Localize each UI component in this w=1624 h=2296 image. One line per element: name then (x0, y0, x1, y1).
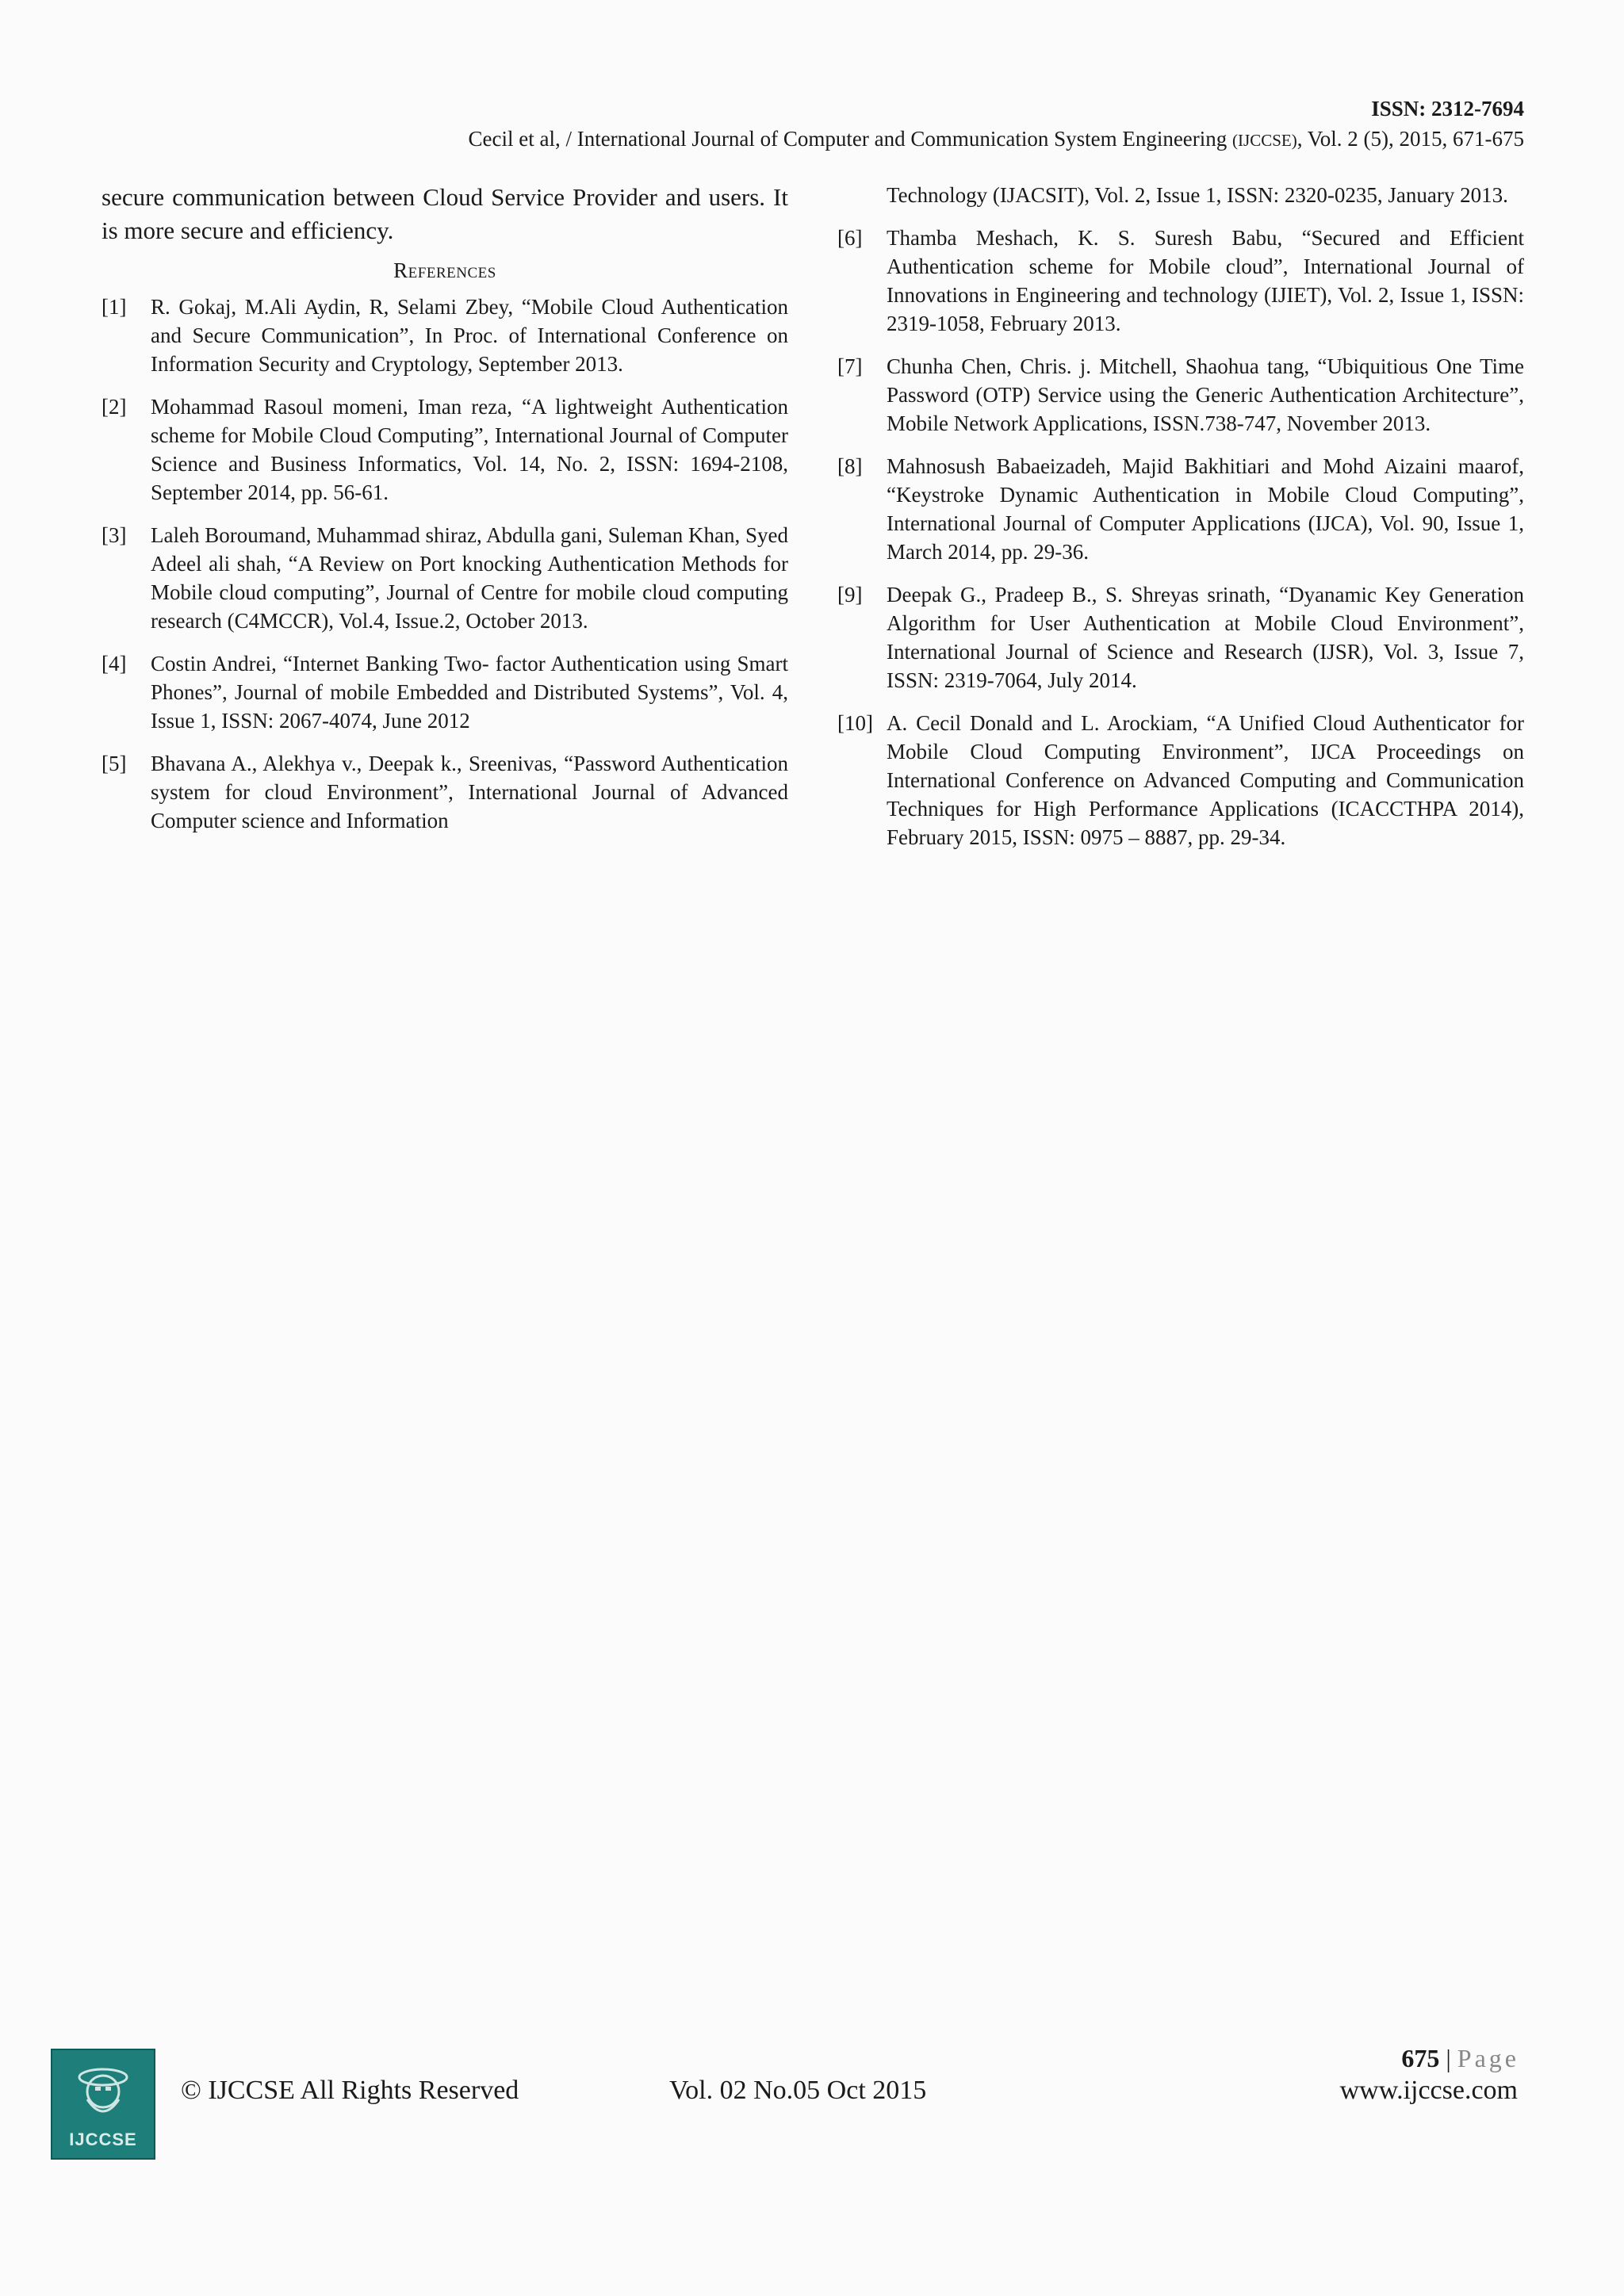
reference-text: Chunha Chen, Chris. j. Mitchell, Shaohua tang, “Ubiquitious One Time Password (OTP) Service using the Generic Authentication Architecture”, Mobile Network Applications, ISSN.738-747, November 2013. (887, 354, 1524, 435)
reference-number: [1] (102, 295, 127, 319)
reference-item (102, 392, 788, 507)
reference-item (837, 224, 1524, 338)
reference-item (837, 352, 1524, 438)
reference-number: [9] (837, 583, 863, 607)
references-heading: References (393, 258, 496, 282)
reference-number: [8] (837, 454, 863, 478)
running-head (469, 127, 1525, 151)
reference-item (102, 649, 788, 735)
reference-text: Laleh Boroumand, Muhammad shiraz, Abdulla gani, Suleman Khan, Syed Adeel ali shah, “A Review on Port knocking Authentication Methods for Mobile cloud computing”, Journal of Centre for mobile cloud computing research (C4MCCR), Vol.4, Issue.2, October 2013. (151, 523, 788, 633)
intro-paragraph: secure communication between Cloud Service Provider and users. It is more secure and efficiency. (102, 183, 788, 244)
issn-label: ISSN: 2312-7694 (1371, 97, 1524, 121)
references-list-left (102, 293, 788, 835)
page-word: Page (1457, 2044, 1519, 2072)
references-list-right (837, 224, 1524, 851)
reference-text: A. Cecil Donald and L. Arockiam, “A Unified Cloud Authenticator for Mobile Cloud Computing Environment”, IJCA Proceedings on International Conference on Advanced Computing and Communication Techniques for High Performance Applications (ICACCTHPA 2014), February 2015, ISSN: 0975 – 8887, pp. 29-34. (887, 711, 1524, 849)
reference-text: Mohammad Rasoul momeni, Iman reza, “A lightweight Authentication scheme for Mobile Cloud Computing”, International Journal of Computer Science and Business Informatics, Vol. 14, No. 2, ISSN: 1694-2108, September 2014, pp. 56-61. (151, 395, 788, 504)
reference-item (837, 580, 1524, 695)
page-footer (0, 2038, 1624, 2164)
reference-text: Mahnosush Babaeizadeh, Majid Bakhitiari and Mohd Aizaini maarof, “Keystroke Dynamic Authentication in Mobile Cloud Computing”, International Journal of Computer Applications (IJCA), Vol. 90, Issue 1, March 2014, pp. 29-36. (887, 454, 1524, 564)
reference-item (102, 293, 788, 378)
reference-item (102, 521, 788, 635)
reference-number: [5] (102, 752, 127, 775)
reference-number: [7] (837, 354, 863, 378)
reference-5-continuation: Technology (IJACSIT), Vol. 2, Issue 1, ISSN: 2320-0235, January 2013. (887, 183, 1508, 207)
left-column (102, 181, 788, 849)
reference-text: Costin Andrei, “Internet Banking Two- factor Authentication using Smart Phones”, Journal of mobile Embedded and Distributed Systems”, Vol. 4, Issue 1, ISSN: 2067-4074, June 2012 (151, 652, 788, 733)
reference-text: Thamba Meshach, K. S. Suresh Babu, “Secured and Efficient Authentication scheme for Mobile cloud”, International Journal of Innovations in Engineering and technology (IJIET), Vol. 2, Issue 1, ISSN: 2319-1058, February 2013. (887, 226, 1524, 335)
running-head-abbr: (IJCCSE) (1232, 131, 1297, 150)
reference-number: [6] (837, 226, 863, 250)
reference-text: R. Gokaj, M.Ali Aydin, R, Selami Zbey, “Mobile Cloud Authentication and Secure Communication”, In Proc. of International Conference on Information Security and Cryptology, September 2013. (151, 295, 788, 376)
page-number-value: 675 (1401, 2044, 1440, 2072)
reference-number: [4] (102, 652, 127, 675)
reference-number: [2] (102, 395, 127, 419)
logo-text: IJCCSE (69, 2130, 137, 2149)
reference-item (837, 452, 1524, 566)
reference-text: Deepak G., Pradeep B., S. Shreyas srinath, “Dyanamic Key Generation Algorithm for User Authentication at Mobile Cloud Environment”, International Journal of Science and Research (IJSR), Vol. 3, Issue 7, ISSN: 2319-7064, July 2014. (887, 583, 1524, 692)
page-separator: | (1439, 2044, 1457, 2072)
reference-item (837, 709, 1524, 851)
running-head-main: Cecil et al, / International Journal of Computer and Communication System Engineering (468, 127, 1233, 151)
reference-number: [3] (102, 523, 127, 547)
volume-info: Vol. 02 No.05 Oct 2015 (669, 2076, 927, 2105)
website-link[interactable]: www.ijccse.com (1339, 2076, 1518, 2105)
ijccse-logo (51, 2049, 155, 2160)
running-head-tail: , Vol. 2 (5), 2015, 671-675 (1297, 127, 1524, 151)
copyright-notice: © IJCCSE All Rights Reserved (181, 2076, 519, 2105)
page-number (1401, 2044, 1519, 2073)
right-column (837, 181, 1524, 866)
reference-number: [10] (837, 711, 873, 735)
reference-item (102, 749, 788, 835)
reference-text: Bhavana A., Alekhya v., Deepak k., Sreenivas, “Password Authentication system for cloud Environment”, International Journal of Advanced Computer science and Information (151, 752, 788, 832)
